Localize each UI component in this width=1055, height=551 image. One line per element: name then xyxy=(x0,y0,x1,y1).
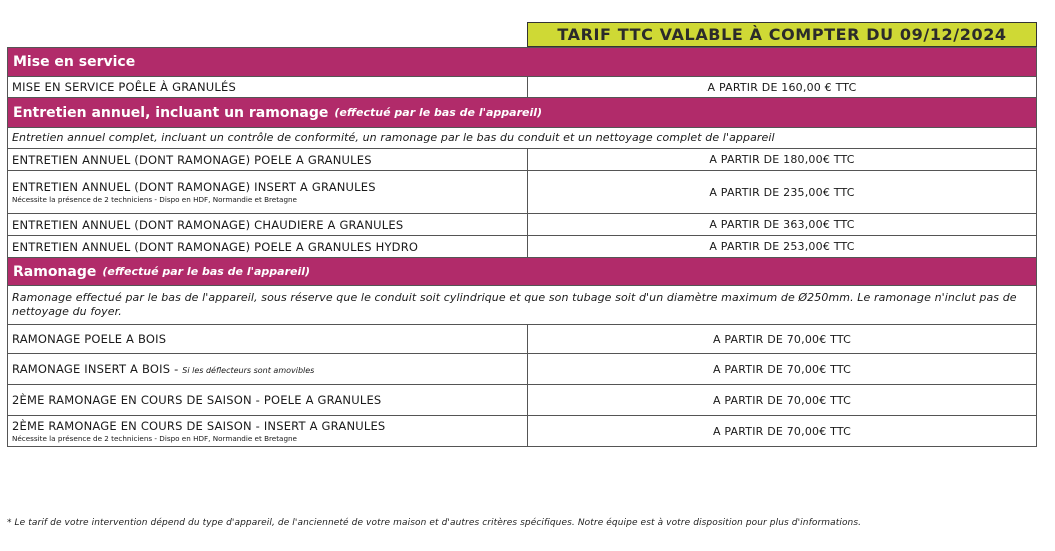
service-price: A PARTIR DE 70,00€ TTC xyxy=(712,362,851,376)
section-title: Mise en service xyxy=(13,54,136,70)
table-row xyxy=(7,149,1037,171)
service-sub-note: Nécessite la présence de 2 techniciens - Dispo en HDF, Normandie et Bretagne xyxy=(12,195,297,204)
service-label: 2ÈME RAMONAGE EN COURS DE SAISON - POELE A GRANULES xyxy=(8,385,528,415)
table-row xyxy=(7,214,1037,236)
service-price: A PARTIR DE 253,00€ TTC xyxy=(709,240,855,253)
section-title: Ramonage xyxy=(13,263,97,280)
service-label: 2ÈME RAMONAGE EN COURS DE SAISON - INSERT A GRANULES Nécessite la présence de 2 techniciens - Dispo en HDF, Normandie et Bretagne xyxy=(8,416,528,446)
service-label: MISE EN SERVICE POÊLE À GRANULÉS xyxy=(8,77,528,97)
service-price: A PARTIR DE 70,00€ TTC xyxy=(712,393,851,407)
tariff-header: TARIF TTC VALABLE À COMPTER DU 09/12/2024 xyxy=(527,22,1037,47)
service-price: A PARTIR DE 70,00€ TTC xyxy=(712,332,851,346)
service-sub-note: Nécessite la présence de 2 techniciens - Dispo en HDF, Normandie et Bretagne xyxy=(12,434,297,443)
service-price: A PARTIR DE 70,00€ TTC xyxy=(712,424,851,438)
service-label: RAMONAGE INSERT A BOIS - Si les déflecteurs sont amovibles xyxy=(8,354,528,384)
service-inline-note: Si les déflecteurs sont amovibles xyxy=(182,366,315,375)
section-header-ramonage xyxy=(7,258,1037,286)
service-price: A PARTIR DE 160,00 € TTC xyxy=(707,80,857,94)
table-row xyxy=(7,354,1037,385)
table-row xyxy=(7,385,1037,416)
section-description: Ramonage effectué par le bas de l'appareil, sous réserve que le conduit soit cylindrique et que son tubage soit d'un diamètre maximum de Ø250mm. Le ramonage n'inclut pas de nettoyage du foyer. xyxy=(7,286,1037,325)
price-table xyxy=(7,47,1037,447)
table-row xyxy=(7,325,1037,354)
table-row xyxy=(7,416,1037,447)
section-title: Entretien annuel, incluant un ramonage xyxy=(13,104,329,121)
section-note: (effectué par le bas de l'appareil) xyxy=(334,106,543,119)
service-price: A PARTIR DE 363,00€ TTC xyxy=(709,218,855,231)
section-note: (effectué par le bas de l'appareil) xyxy=(102,265,311,278)
service-label: ENTRETIEN ANNUEL (DONT RAMONAGE) CHAUDIERE A GRANULES xyxy=(8,214,528,235)
section-header-entretien xyxy=(7,98,1037,128)
section-header-mise-en-service xyxy=(7,47,1037,77)
service-label: ENTRETIEN ANNUEL (DONT RAMONAGE) POELE A GRANULES HYDRO xyxy=(8,236,528,257)
table-row xyxy=(7,77,1037,98)
service-price: A PARTIR DE 180,00€ TTC xyxy=(709,153,855,166)
footer-disclaimer: * Le tarif de votre intervention dépend du type d'appareil, de l'ancienneté de votre maison et d'autres critères spécifiques. Notre équipe est à votre disposition pour plus d'informations. xyxy=(7,518,862,528)
table-row xyxy=(7,236,1037,258)
service-label: ENTRETIEN ANNUEL (DONT RAMONAGE) POELE A GRANULES xyxy=(8,149,528,170)
section-description: Entretien annuel complet, incluant un contrôle de conformité, un ramonage par le bas du conduit et un nettoyage complet de l'appareil xyxy=(7,128,1037,149)
table-row xyxy=(7,171,1037,214)
service-label: ENTRETIEN ANNUEL (DONT RAMONAGE) INSERT A GRANULES Nécessite la présence de 2 techniciens - Dispo en HDF, Normandie et Bretagne xyxy=(8,171,528,213)
service-label: RAMONAGE POELE A BOIS xyxy=(8,325,528,353)
service-price: A PARTIR DE 235,00€ TTC xyxy=(709,185,855,199)
